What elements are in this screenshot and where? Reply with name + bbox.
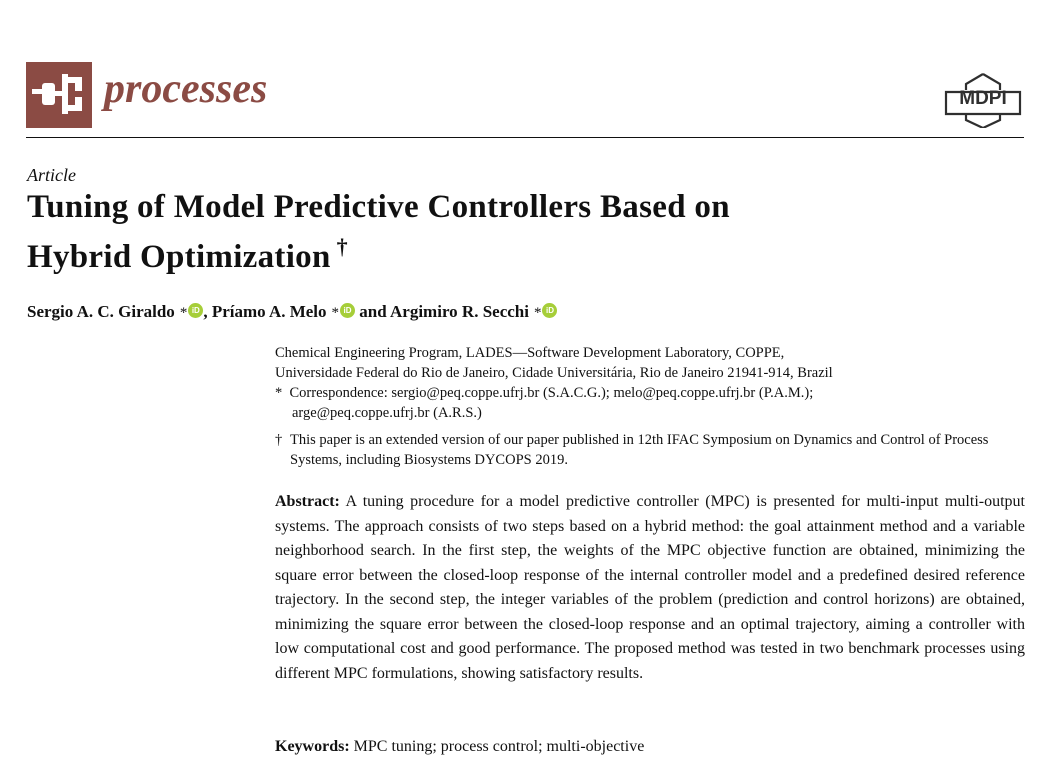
corresponding-mark: * [533,305,542,321]
footnote-text: This paper is an extended version of our paper published in 12th IFAC Symposium on Dynamics and Control of Process Systems, including Biosystems DYCOPS 2019. [290,432,989,468]
keywords-text: MPC tuning; process control; multi-objective [353,738,645,755]
title-line-2-text: Hybrid Optimization [27,239,331,275]
title-line-1: Tuning of Model Predictive Controllers Based on [27,189,730,225]
keywords-label: Keywords: [275,738,350,755]
paper-title [27,188,887,277]
abstract-text: A tuning procedure for a model predictive controller (MPC) is presented for multi-input multi-output systems. The approach consists of two steps based on a hybrid method: the goal attainment method and a variable neighborhood search. In the first step, the weights of the MPC objective function are obtained, minimizing the square error between the closed-loop response of the internal controller model and a predefined desired reference trajectory. In the second step, the integer variables of the problem (prediction and control horizons) are obtained, minimizing the square error between the closed-loop response and an optimal trajectory, aiming a controller with low computational cost and good performance. The proposed method was tested in two benchmark processes using different MPC formulations, showing satisfactory results. [275,493,1025,682]
orcid-icon[interactable]: iD [188,303,203,318]
orcid-icon[interactable]: iD [542,303,557,318]
journal-header [26,62,1024,138]
journal-name: processes [104,66,268,112]
author-name: Argimiro R. Secchi [390,302,529,321]
affiliation-line: Universidade Federal do Rio de Janeiro, Cidade Universitária, Rio de Janeiro 21941-914, Brazil [275,365,833,381]
correspondence-line [275,383,1025,403]
affiliation-line: Chemical Engineering Program, LADES—Software Development Laboratory, COPPE, [275,345,785,361]
header-divider [26,137,1024,138]
correspondence-line: arge@peq.coppe.ufrj.br (A.R.S.) [292,405,482,421]
process-icon [26,62,92,128]
abstract [275,490,1025,686]
author-separator: , [203,302,208,321]
author-separator: and [359,302,387,321]
title-line-2 [27,227,887,277]
article-type: Article [27,165,76,185]
corresponding-mark: * [331,305,340,321]
affiliation-block [275,343,1025,470]
correspondence-mark: * [275,385,283,401]
keywords [275,736,1025,758]
orcid-icon[interactable]: iD [340,303,355,318]
footnote-mark: † [275,432,283,448]
publisher-name: MDPI [959,88,1007,109]
author-list [27,300,1024,325]
title-footnote-mark: † [336,234,348,259]
journal-logo [26,62,92,128]
footnote [275,430,1025,470]
author-name: Príamo A. Melo [211,302,327,321]
author-name: Sergio A. C. Giraldo [27,302,175,321]
correspondence-text: Correspondence: sergio@peq.coppe.ufrj.br (S.A.C.G.); melo@peq.coppe.ufrj.br (P.A.M.); [289,385,814,401]
abstract-label: Abstract: [275,493,340,510]
corresponding-mark: * [179,305,188,321]
